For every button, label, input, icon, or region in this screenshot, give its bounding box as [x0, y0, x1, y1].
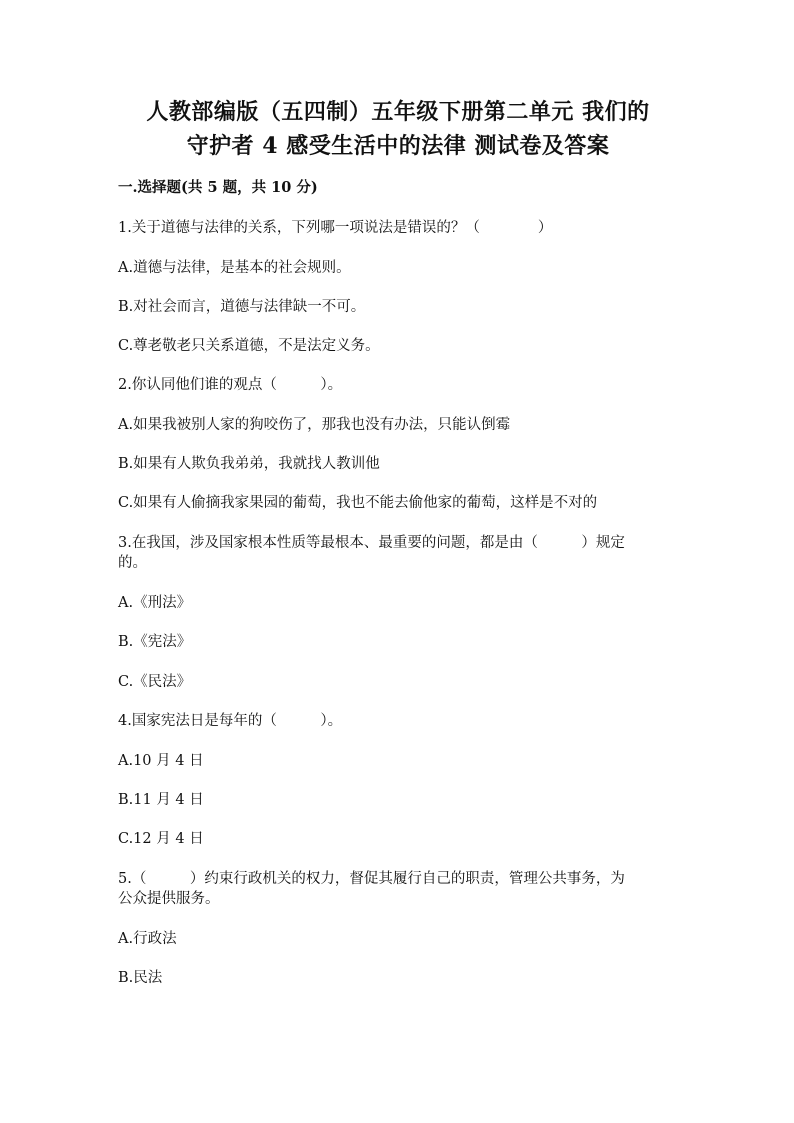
question-4-option-c: C.12 月 4 日 [118, 831, 204, 847]
question-3-stem-line-2: 的。 [118, 555, 147, 571]
question-5-stem-line-2: 公众提供服务。 [118, 891, 220, 907]
document-title-line-1: 人教部编版（五四制）五年级下册第二单元 我们的 [146, 99, 650, 125]
question-1-option-a: A.道德与法律，是基本的社会规则。 [118, 260, 351, 276]
question-2-option-c: C.如果有人偷摘我家果园的葡萄，我也不能去偷他家的葡萄，这样是不对的 [118, 495, 598, 511]
question-1-stem: 1.关于道德与法律的关系，下列哪一项说法是错误的？（ ） [118, 220, 553, 236]
question-1-option-c: C.尊老敬老只关系道德，不是法定义务。 [118, 338, 380, 354]
question-2-option-b: B.如果有人欺负我弟弟，我就找人教训他 [118, 456, 380, 472]
question-4-stem: 4.国家宪法日是每年的（ ）。 [118, 713, 343, 729]
question-5-stem-line-1: 5.（ ）约束行政机关的权力，督促其履行自己的职责，管理公共事务，为 [118, 871, 625, 887]
question-3-option-c: C.《民法》 [118, 674, 192, 690]
document-title-line-2: 守护者 4 感受生活中的法律 测试卷及答案 [186, 133, 610, 159]
question-5-option-b: B.民法 [118, 970, 163, 986]
question-2-option-a: A.如果我被别人家的狗咬伤了，那我也没有办法，只能认倒霉 [118, 417, 511, 433]
question-4-option-b: B.11 月 4 日 [118, 792, 204, 808]
question-3-option-a: A.《刑法》 [118, 595, 192, 611]
question-3-option-b: B.《宪法》 [118, 634, 192, 650]
question-4-option-a: A.10 月 4 日 [118, 753, 204, 769]
question-5-option-a: A.行政法 [118, 931, 177, 947]
question-3-stem-line-1: 3.在我国，涉及国家根本性质等最根本、最重要的问题，都是由（ ）规定 [118, 535, 625, 551]
question-2-stem: 2.你认同他们谁的观点（ ）。 [118, 377, 343, 393]
question-1-option-b: B.对社会而言，道德与法律缺一不可。 [118, 299, 366, 315]
section-heading: 一.选择题(共 5 题，共 10 分) [118, 179, 318, 196]
